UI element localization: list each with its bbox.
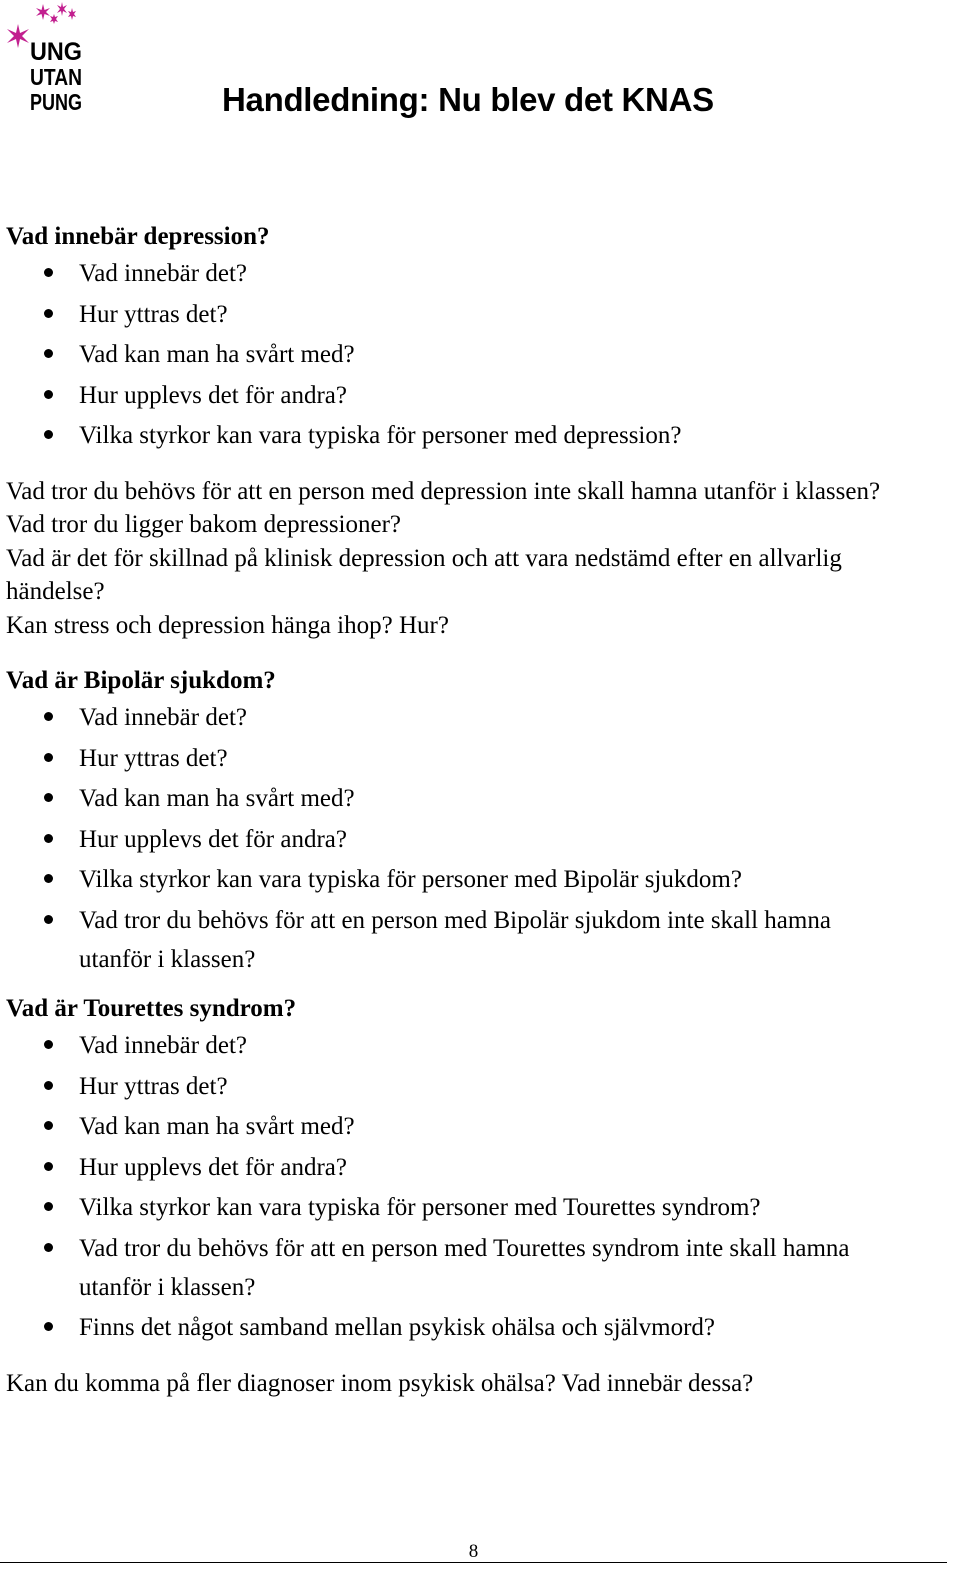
list-item: Hur yttras det? <box>6 295 946 334</box>
bullet-icon <box>44 834 53 843</box>
depression-paragraph: Kan stress och depression hänga ihop? Hur? <box>6 611 449 639</box>
section-heading-tourettes: Vad är Tourettes syndrom? <box>6 995 297 1022</box>
list-item: Vad kan man ha svårt med? <box>6 1107 946 1146</box>
bullet-icon <box>44 1040 53 1049</box>
bullet-icon <box>44 309 53 318</box>
list-item: Vad tror du behövs för att en person med Bipolär sjukdom inte skall hamna utanför i klassen? <box>6 901 946 979</box>
bullet-icon <box>44 874 53 883</box>
list-item: Vad innebär det? <box>6 254 946 293</box>
document-body <box>6 220 946 1400</box>
list-item: Vad kan man ha svårt med? <box>6 335 946 374</box>
document-title: Handledning: Nu blev det KNAS <box>222 81 714 118</box>
bullet-icon <box>44 712 53 721</box>
bullet-icon <box>44 1081 53 1090</box>
tourettes-question-list <box>6 1026 946 1347</box>
page-number: 8 <box>468 1541 479 1562</box>
bullet-icon <box>44 1243 53 1252</box>
bullet-icon <box>44 915 53 924</box>
logo-line-3: PUNG <box>30 89 82 115</box>
list-item: Vilka styrkor kan vara typiska för personer med Bipolär sjukdom? <box>6 860 946 899</box>
closing-question: Kan du komma på fler diagnoser inom psykisk ohälsa? Vad innebär dessa? <box>6 1369 754 1397</box>
list-item: Hur upplevs det för andra? <box>6 1148 946 1187</box>
ung-utan-pung-logo <box>2 0 92 120</box>
list-item: Hur yttras det? <box>6 1067 946 1106</box>
list-item: Hur upplevs det för andra? <box>6 376 946 415</box>
bullet-icon <box>44 1202 53 1211</box>
footer-divider <box>0 1562 947 1563</box>
list-item: Vilka styrkor kan vara typiska för personer med depression? <box>6 416 946 455</box>
list-item: Vad innebär det? <box>6 698 946 737</box>
depression-paragraph: Vad tror du ligger bakom depressioner? <box>6 511 402 538</box>
list-item: Hur upplevs det för andra? <box>6 820 946 859</box>
list-item: Vilka styrkor kan vara typiska för personer med Tourettes syndrom? <box>6 1188 946 1227</box>
logo-line-2: UTAN <box>30 64 82 90</box>
bullet-icon <box>44 793 53 802</box>
depression-paragraph: Vad är det för skillnad på klinisk depression och att vara nedstämd efter en allvarlig händelse? <box>6 544 842 605</box>
list-item: Hur yttras det? <box>6 739 946 778</box>
list-item: Vad kan man ha svårt med? <box>6 779 946 818</box>
bullet-icon <box>44 390 53 399</box>
bipolar-question-list <box>6 698 946 979</box>
bullet-icon <box>44 430 53 439</box>
bullet-icon <box>44 268 53 277</box>
depression-paragraph: Vad tror du behövs för att en person med depression inte skall hamna utanför i klassen? <box>6 477 881 505</box>
bullet-icon <box>44 1162 53 1171</box>
bullet-icon <box>44 753 53 762</box>
logo-line-1: UNG <box>30 38 82 66</box>
bullet-icon <box>44 1121 53 1130</box>
bullet-icon <box>44 349 53 358</box>
list-item: Vad tror du behövs för att en person med Tourettes syndrom inte skall hamna utanför i klassen? <box>6 1229 946 1307</box>
section-heading-bipolar: Vad är Bipolär sjukdom? <box>6 667 276 694</box>
depression-question-list <box>6 254 946 455</box>
list-item: Vad innebär det? <box>6 1026 946 1065</box>
list-item: Finns det något samband mellan psykisk ohälsa och självmord? <box>6 1308 946 1347</box>
bullet-icon <box>44 1322 53 1331</box>
section-heading-depression: Vad innebär depression? <box>6 223 270 250</box>
